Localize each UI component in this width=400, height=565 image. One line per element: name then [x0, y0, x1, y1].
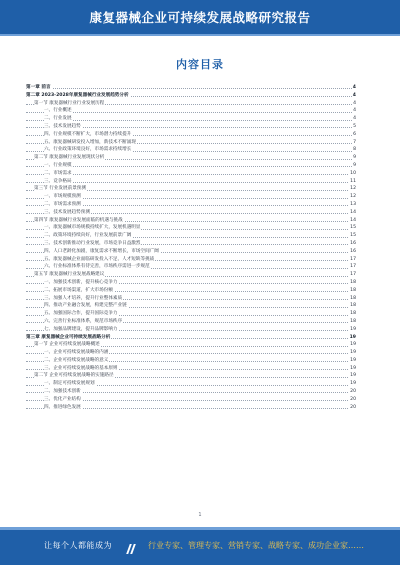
toc-row[interactable] — [26, 279, 356, 287]
toc-entry-label: 二、加强技术创新 — [44, 389, 81, 395]
toc-leader-dots — [26, 120, 356, 121]
toc-entry-page: 19 — [350, 365, 356, 371]
toc-entry-page: 19 — [350, 350, 356, 356]
toc-entry-label: 七、加强品牌建设，提升品牌影响力 — [44, 326, 118, 332]
toc-leader-dots — [26, 166, 356, 167]
toc-entry-label: 三、技术发展趋势 — [44, 123, 81, 129]
toc-entry-page: 12 — [350, 194, 356, 200]
toc-row[interactable] — [26, 131, 356, 139]
toc-entry-page: 5 — [353, 123, 356, 129]
toc-entry-label: 六、行业标准体系有待完善，市场秩序需进一步规范 — [44, 264, 150, 270]
toc-entry-page: 4 — [352, 92, 356, 98]
toc-entry-label: 第三章 康复器械企业可持续发展战略分析 — [26, 334, 111, 340]
toc-entry-label: 第二节 企业可持续发展战略的实施路径 — [34, 373, 114, 379]
toc-entry-label: 二、市场需求预测 — [44, 201, 81, 207]
toc-entry-page: 16 — [350, 240, 356, 246]
toc-entry-page: 8 — [353, 147, 356, 153]
toc-row[interactable] — [26, 271, 356, 279]
toc-entry-label: 第二节 康复器械行业发展现状分析 — [34, 155, 105, 161]
toc-row[interactable] — [26, 209, 356, 217]
footer-separator-icon — [128, 539, 142, 550]
toc-row[interactable] — [26, 232, 356, 240]
toc-row[interactable] — [26, 123, 356, 131]
toc-row[interactable] — [26, 154, 356, 162]
toc-row[interactable] — [26, 310, 356, 318]
toc-entry-page: 11 — [350, 178, 356, 184]
toc-entry-label: 二、政策环境持续向好，行业发展前景广阔 — [44, 233, 132, 239]
toc-entry-label: 四、人口老龄化加剧，康复需求不断增长，市场空间广阔 — [44, 248, 159, 254]
toc-leader-dots — [26, 112, 356, 113]
toc-entry-page: 9 — [353, 155, 356, 161]
toc-row[interactable] — [26, 295, 356, 303]
toc-row[interactable] — [26, 341, 356, 349]
toc-entry-page: 14 — [350, 217, 356, 223]
toc-entry-page: 16 — [350, 248, 356, 254]
toc-entry-page: 4 — [353, 116, 356, 122]
toc-entry-page: 9 — [353, 162, 356, 168]
toc-entry-label: 三、加强人才培养，提升行业整体素质 — [44, 295, 123, 301]
toc-leader-dots — [26, 174, 356, 175]
toc-entry-label: 二、市场需求 — [44, 170, 72, 176]
toc-entry-page: 19 — [350, 342, 356, 348]
toc-entry-page: 19 — [350, 357, 356, 363]
toc-entry-label: 三、竞争格局 — [44, 178, 72, 184]
toc-entry-page: 15 — [350, 225, 356, 231]
toc-entry-page: 4 — [353, 108, 356, 114]
toc-entry-label: 第一章 前言 — [26, 85, 51, 90]
toc-row[interactable] — [26, 318, 356, 326]
toc-entry-page: 18 — [350, 303, 356, 309]
toc-entry-page: 18 — [350, 318, 356, 324]
toc-row[interactable] — [26, 107, 356, 115]
toc-row[interactable] — [26, 248, 356, 256]
toc-entry-page: 15 — [350, 233, 356, 239]
toc-row[interactable] — [26, 146, 356, 154]
toc-row[interactable] — [26, 404, 356, 412]
toc-row[interactable] — [26, 162, 356, 170]
toc-entry-page: 19 — [350, 373, 356, 379]
toc-row[interactable] — [26, 287, 356, 295]
report-title: 康复器械企业可持续发展战略研究报告 — [89, 10, 311, 25]
footer-tagline: 行业专家、管理专家、营销专家、战略专家、成功企业家…… — [148, 541, 364, 550]
toc-entry-page: 6 — [353, 131, 356, 137]
toc-leader-dots — [26, 182, 356, 183]
toc-row[interactable] — [26, 256, 356, 264]
header-banner — [0, 0, 400, 34]
toc-entry-page: 4 — [352, 85, 356, 90]
toc-row[interactable] — [26, 139, 356, 147]
toc-entry-label: 一、企业可持续发展战略的内涵 — [44, 350, 109, 356]
toc-entry-label: 三、技术发展趋势预测 — [44, 209, 90, 215]
toc-row[interactable] — [26, 217, 356, 225]
toc-entry-page: 19 — [350, 326, 356, 332]
toc-row[interactable] — [26, 193, 356, 201]
toc-row[interactable] — [26, 263, 356, 271]
toc-leader-dots — [26, 88, 356, 89]
toc-entry-page: 4 — [353, 100, 356, 106]
toc-row[interactable] — [26, 240, 356, 248]
toc-entry-page: 20 — [350, 396, 356, 402]
toc-entry-label: 一、制定可持续发展规划 — [44, 381, 95, 387]
footer-slogan: 让每个人都能成为 — [44, 541, 112, 550]
toc-entry-label: 二、拓展市场渠道，扩大市场份额 — [44, 287, 113, 293]
toc-entry-label: 第一节 企业可持续发展战略概述 — [34, 342, 100, 348]
toc-entry-page: 17 — [350, 264, 356, 270]
toc-entry-label: 第五节 康复器械行业发展战略建议 — [34, 272, 105, 278]
toc-row[interactable] — [26, 224, 356, 232]
toc-row[interactable] — [26, 357, 356, 365]
toc-entry-label: 一、康复器械市场规模持续扩大，发展机遇明显 — [44, 225, 141, 231]
toc-entry-label: 六、行业政策环境良好，市场需求持续增长 — [44, 147, 132, 153]
toc-row[interactable] — [26, 100, 356, 108]
toc-entry-label: 四、行业规模不断扩大，市场潜力持续提升 — [44, 131, 132, 137]
toc-row[interactable] — [26, 178, 356, 186]
toc-chapter-row[interactable] — [26, 334, 356, 342]
toc-entry-page: 18 — [350, 311, 356, 317]
toc-entry-page: 20 — [350, 389, 356, 395]
toc-entry-page: 7 — [353, 139, 356, 145]
toc-row[interactable] — [26, 170, 356, 178]
toc-row[interactable] — [26, 201, 356, 209]
toc-row[interactable] — [26, 302, 356, 310]
toc-entry-label: 六、完善行业标准体系，规范市场秩序 — [44, 318, 123, 324]
toc-entry-page: 10 — [350, 170, 356, 176]
toc-entry-label: 三、优化产业结构 — [44, 396, 81, 402]
toc-entry-label: 五、康复器械企业面临研发投入不足、人才短缺等挑战 — [44, 256, 155, 262]
toc-entry-label: 五、康复器械研发投入增加，新技术不断涌现 — [44, 139, 136, 145]
toc-entry-label: 一、加强技术创新，提升核心竞争力 — [44, 279, 118, 285]
toc-entry-label: 二、企业可持续发展战略的意义 — [44, 357, 109, 363]
header-stripe — [0, 34, 400, 36]
toc-entry-label: 四、推进绿色发展 — [44, 404, 81, 410]
toc-title: 内容目录 — [176, 58, 224, 71]
toc-entry-page: 18 — [350, 279, 356, 285]
toc-entry-label: 五、加强国际合作，提升国际竞争力 — [44, 311, 118, 317]
toc-entry-label: 第三节 行业发展前景预测 — [34, 186, 86, 192]
toc-entry-page: 18 — [350, 295, 356, 301]
table-of-contents — [26, 84, 356, 411]
toc-row[interactable] — [26, 115, 356, 123]
toc-entry-page: 17 — [350, 256, 356, 262]
toc-entry-page: 14 — [350, 209, 356, 215]
toc-row[interactable] — [26, 365, 356, 373]
toc-entry-label: 一、市场规模预测 — [44, 194, 81, 200]
toc-entry-label: 三、企业可持续发展战略的基本原则 — [44, 365, 118, 371]
toc-entry-page: 18 — [350, 287, 356, 293]
toc-chapter-row[interactable] — [26, 84, 356, 92]
page-number: 1 — [198, 512, 202, 518]
toc-entry-page: 12 — [350, 186, 356, 192]
toc-entry-label: 第四节 康复器械行业发展面临的机遇与挑战 — [34, 217, 123, 223]
toc-entry-page: 19 — [349, 334, 356, 340]
toc-entry-label: 第一节 康复器械行业行业发展历程 — [34, 100, 105, 106]
toc-entry-label: 一、行业规模 — [44, 162, 72, 168]
toc-row[interactable] — [26, 380, 356, 388]
toc-entry-label: 二、行业发展 — [44, 116, 72, 122]
toc-chapter-row[interactable] — [26, 92, 356, 100]
toc-entry-page: 20 — [350, 404, 356, 410]
toc-entry-label: 三、技术创新推动行业发展，市场竞争日益激烈 — [44, 240, 141, 246]
toc-entry-label: 一、行业概述 — [44, 108, 72, 114]
toc-entry-label: 四、推动产业融合发展，构建完整产业链 — [44, 303, 127, 309]
toc-row[interactable] — [26, 396, 356, 404]
toc-entry-page: 19 — [350, 381, 356, 387]
toc-row[interactable] — [26, 185, 356, 193]
toc-entry-page: 17 — [350, 272, 356, 278]
toc-entry-page: 13 — [350, 201, 356, 207]
toc-row[interactable] — [26, 372, 356, 380]
toc-entry-label: 第二章 2023-2028年康复器械行业发展趋势分析 — [26, 92, 129, 98]
toc-row[interactable] — [26, 349, 356, 357]
toc-row[interactable] — [26, 326, 356, 334]
toc-row[interactable] — [26, 388, 356, 396]
